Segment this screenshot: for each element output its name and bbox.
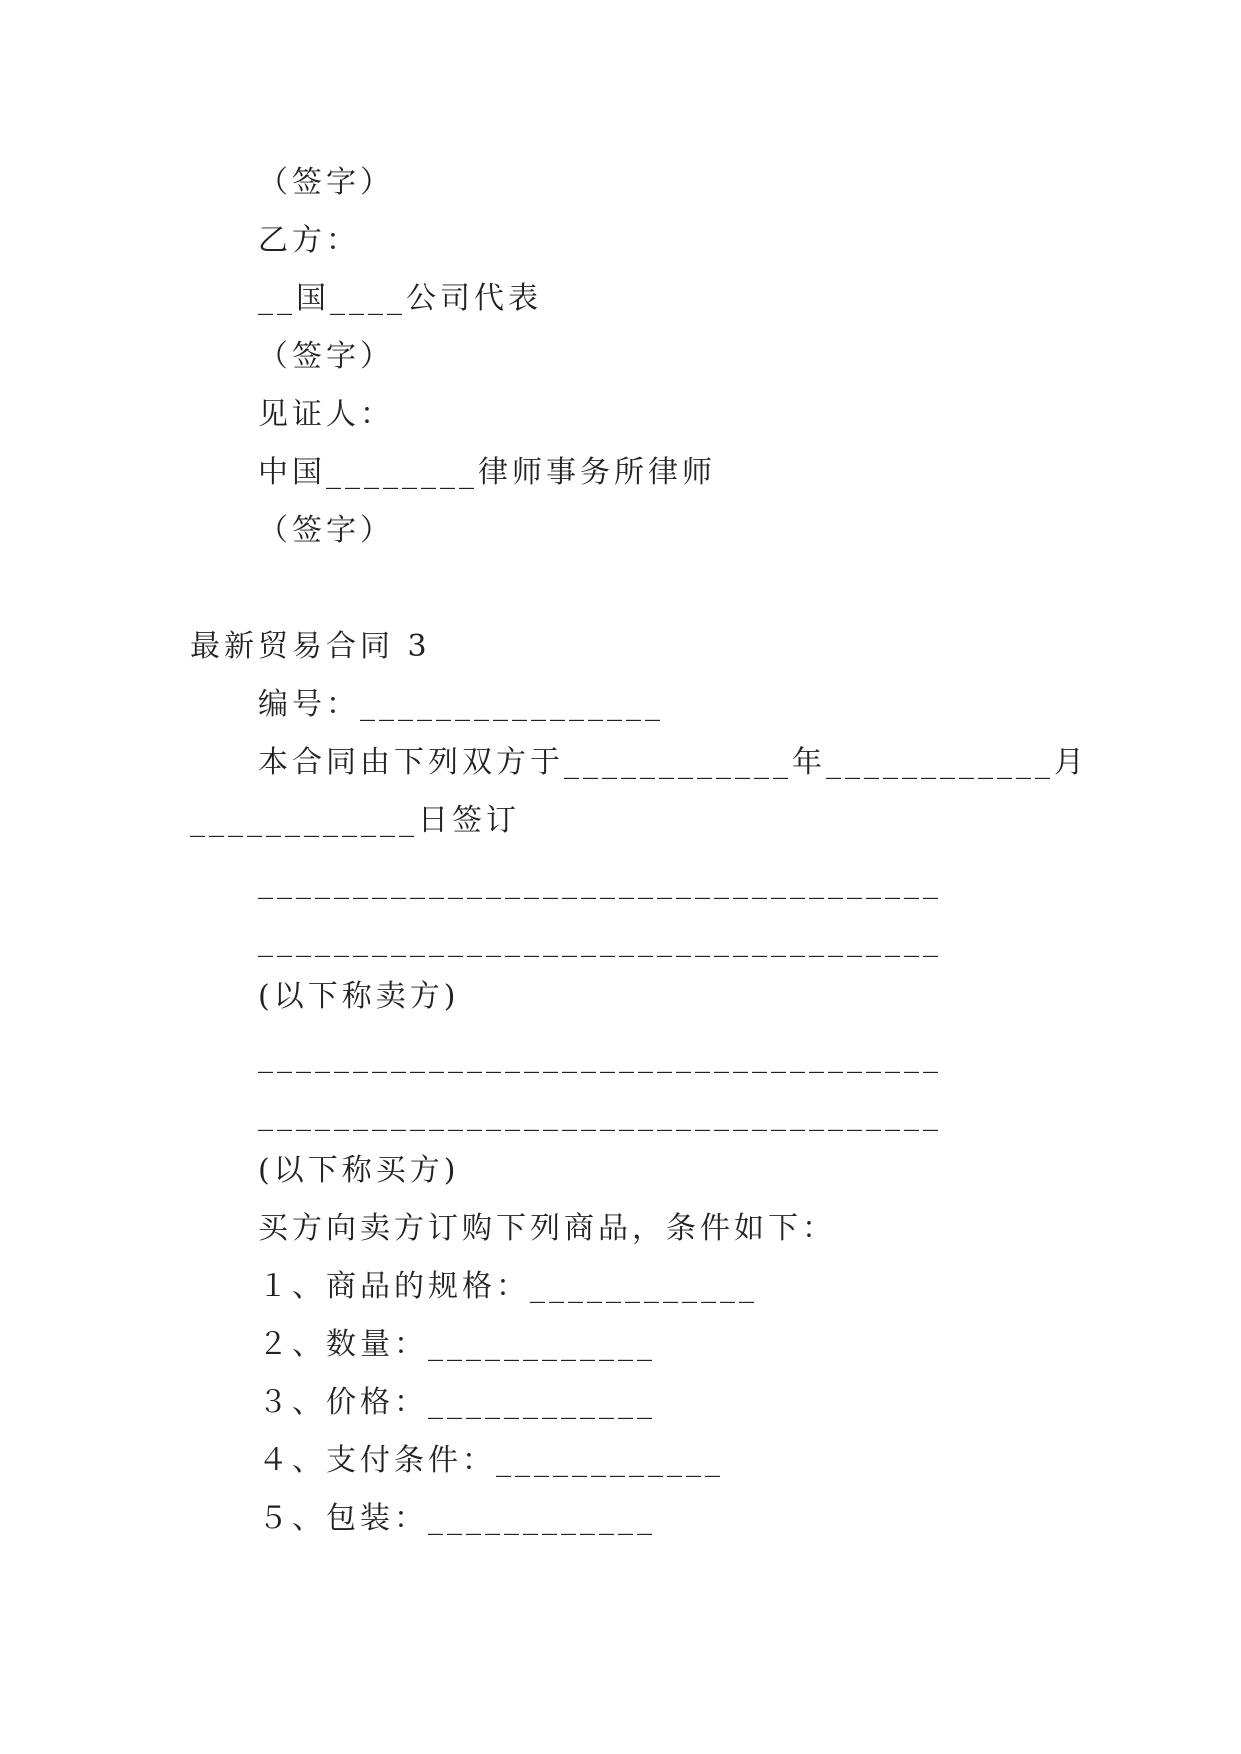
- witness-lawyer-line: 中国________律师事务所律师: [258, 455, 716, 490]
- intro-line-1: 本合同由下列双方于____________年____________月: [258, 745, 1088, 780]
- term-item: １、商品的规格：____________: [258, 1269, 758, 1304]
- contract-number: 编号：________________: [258, 687, 664, 722]
- term-item: ３、价格：____________: [258, 1385, 656, 1420]
- witness-label: 见证人：: [258, 397, 394, 432]
- signature-label: （签字）: [258, 165, 394, 200]
- term-item: ２、数量：____________: [258, 1327, 656, 1362]
- seller-blank-2: ____________________________________: [258, 923, 942, 958]
- buyer-blank-1: ____________________________________: [258, 1039, 942, 1074]
- buyer-blank-2: ____________________________________: [258, 1097, 942, 1132]
- term-item: ４、支付条件：____________: [258, 1443, 724, 1478]
- party-b-company-rep: __国____公司代表: [258, 281, 542, 316]
- order-intro: 买方向卖方订购下列商品，条件如下：: [258, 1211, 836, 1246]
- seller-label: (以下称卖方): [258, 979, 460, 1014]
- signature-label: （签字）: [258, 513, 394, 548]
- party-b-label: 乙方：: [258, 223, 360, 258]
- buyer-label: (以下称买方): [258, 1153, 460, 1188]
- intro-line-2: ____________日签订: [190, 803, 520, 838]
- seller-blank-1: ____________________________________: [258, 865, 942, 900]
- signature-label: （签字）: [258, 339, 394, 374]
- term-item: ５、包装：____________: [258, 1501, 656, 1536]
- section-title: 最新贸易合同 3: [190, 629, 431, 664]
